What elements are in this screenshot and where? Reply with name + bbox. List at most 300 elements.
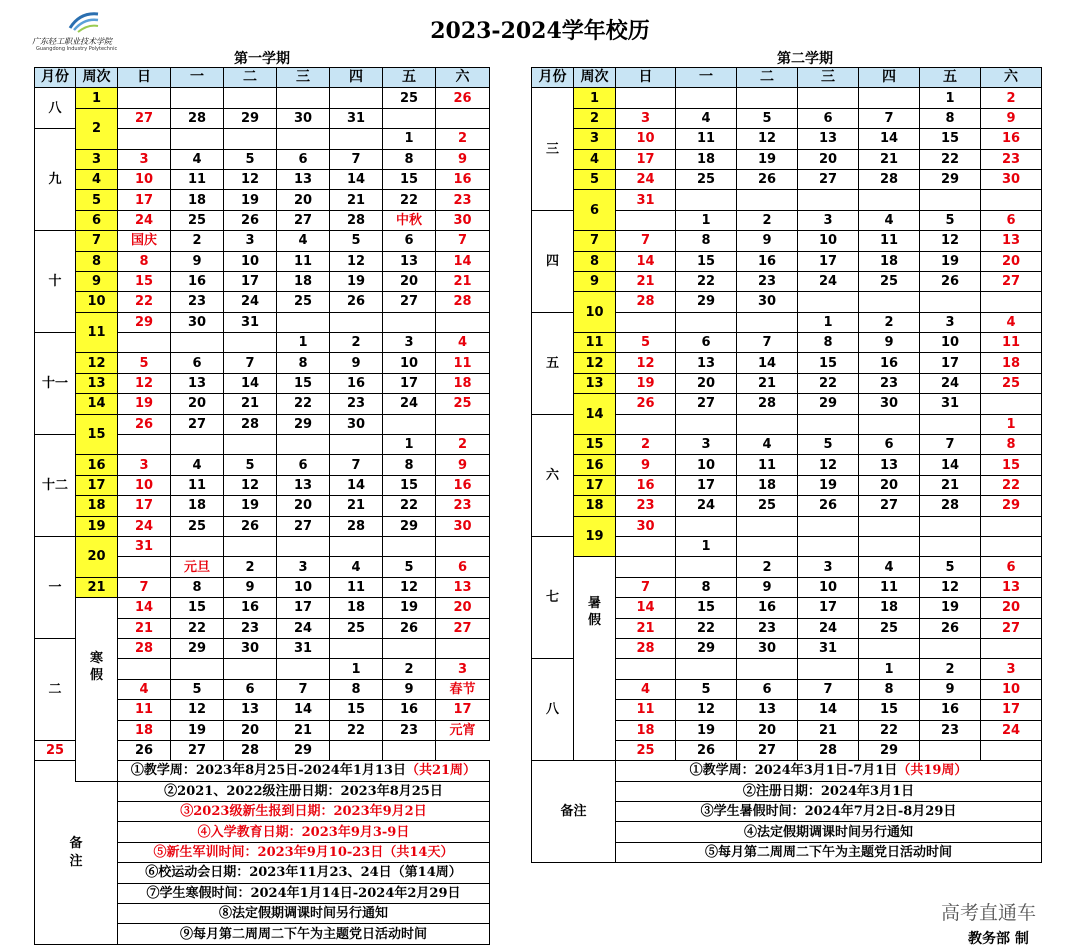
day-cell: 春节 xyxy=(436,679,490,699)
day-cell: 10 xyxy=(920,333,981,353)
week-cell: 18 xyxy=(76,496,118,516)
day-cell: 18 xyxy=(330,598,383,618)
day-cell: 28 xyxy=(859,169,920,189)
day-cell: 中秋 xyxy=(383,210,436,230)
day-cell: 16 xyxy=(383,700,436,720)
day-cell: 19 xyxy=(224,496,277,516)
week-cell: 2 xyxy=(76,108,118,149)
day-cell: 10 xyxy=(277,577,330,597)
day-cell: 7 xyxy=(920,435,981,455)
day-cell xyxy=(330,129,383,149)
day-cell: 17 xyxy=(616,149,676,169)
day-cell: 20 xyxy=(737,720,798,740)
day-cell: 21 xyxy=(224,394,277,414)
day-cell: 3 xyxy=(436,659,490,679)
day-cell: 28 xyxy=(436,292,490,312)
month-cell: 九 xyxy=(35,129,76,231)
week-cell: 8 xyxy=(76,251,118,271)
header-cell-7: 五 xyxy=(920,68,981,88)
day-cell xyxy=(436,638,490,658)
day-cell: 26 xyxy=(798,496,859,516)
day-cell: 24 xyxy=(798,618,859,638)
notes-row xyxy=(532,761,1042,781)
semester1-title: 第一学期 xyxy=(234,51,290,67)
day-cell: 17 xyxy=(118,496,171,516)
day-cell xyxy=(171,536,224,556)
day-cell xyxy=(676,659,737,679)
note-item xyxy=(616,842,1042,862)
day-cell: 21 xyxy=(277,720,330,740)
vacation-label: 寒 假 xyxy=(89,651,103,684)
day-cell xyxy=(436,312,490,332)
day-cell: 14 xyxy=(330,475,383,495)
day-cell: 26 xyxy=(616,394,676,414)
day-cell: 15 xyxy=(981,455,1042,475)
day-cell: 26 xyxy=(920,618,981,638)
day-cell: 27 xyxy=(981,271,1042,291)
day-cell xyxy=(224,88,277,108)
day-cell: 7 xyxy=(436,231,490,251)
day-cell xyxy=(383,108,436,128)
day-cell xyxy=(383,740,436,760)
month-cell: 八 xyxy=(35,88,76,129)
day-cell: 19 xyxy=(171,720,224,740)
note-text: ③学生暑假时间：2024年7月2日-8月29日 xyxy=(700,804,957,820)
week-cell: 1 xyxy=(76,88,118,108)
day-cell xyxy=(118,333,171,353)
header-cell-4: 二 xyxy=(737,68,798,88)
day-cell: 1 xyxy=(920,88,981,108)
week-cell: 4 xyxy=(574,149,616,169)
day-cell: 27 xyxy=(798,169,859,189)
day-cell: 9 xyxy=(171,251,224,271)
day-cell: 16 xyxy=(920,700,981,720)
day-cell xyxy=(798,516,859,536)
day-cell: 21 xyxy=(616,271,676,291)
day-cell xyxy=(920,414,981,434)
day-cell: 15 xyxy=(277,373,330,393)
day-cell: 18 xyxy=(616,720,676,740)
day-cell: 4 xyxy=(859,557,920,577)
day-cell: 31 xyxy=(616,190,676,210)
day-cell: 20 xyxy=(383,271,436,291)
day-cell: 14 xyxy=(920,455,981,475)
day-cell: 23 xyxy=(330,394,383,414)
week-cell: 13 xyxy=(76,373,118,393)
day-cell xyxy=(277,129,330,149)
day-cell: 31 xyxy=(118,536,171,556)
day-cell: 3 xyxy=(676,435,737,455)
day-cell: 19 xyxy=(224,190,277,210)
day-cell: 6 xyxy=(981,210,1042,230)
day-cell xyxy=(798,536,859,556)
calendar-row xyxy=(35,455,490,475)
header-cell-2: 日 xyxy=(616,68,676,88)
day-cell xyxy=(616,557,676,577)
day-cell: 19 xyxy=(118,394,171,414)
day-cell: 31 xyxy=(330,108,383,128)
week-cell: 19 xyxy=(574,516,616,557)
vacation-cell xyxy=(76,598,118,782)
day-cell: 11 xyxy=(277,251,330,271)
day-cell: 1 xyxy=(798,312,859,332)
note-item xyxy=(118,802,490,822)
day-cell: 12 xyxy=(383,577,436,597)
day-cell: 13 xyxy=(383,251,436,271)
day-cell xyxy=(118,435,171,455)
day-cell: 2 xyxy=(981,88,1042,108)
month-cell: 一 xyxy=(35,536,76,638)
day-cell xyxy=(798,88,859,108)
week-cell: 10 xyxy=(76,292,118,312)
calendar-row xyxy=(35,149,490,169)
day-cell xyxy=(676,312,737,332)
day-cell: 1 xyxy=(330,659,383,679)
day-cell: 28 xyxy=(118,638,171,658)
day-cell: 13 xyxy=(798,129,859,149)
day-cell: 16 xyxy=(737,598,798,618)
day-cell: 14 xyxy=(277,700,330,720)
day-cell: 4 xyxy=(859,210,920,230)
calendar-row xyxy=(532,149,1042,169)
month-cell: 十二 xyxy=(35,435,76,537)
day-cell xyxy=(981,516,1042,536)
day-cell xyxy=(171,659,224,679)
day-cell xyxy=(798,190,859,210)
day-cell xyxy=(383,638,436,658)
note-highlight: （共21周） xyxy=(405,763,477,779)
day-cell xyxy=(676,88,737,108)
day-cell xyxy=(616,536,676,556)
day-cell: 8 xyxy=(118,251,171,271)
day-cell: 7 xyxy=(118,577,171,597)
day-cell xyxy=(118,557,171,577)
month-cell: 四 xyxy=(532,210,574,312)
header-cell-3: 一 xyxy=(171,68,224,88)
day-cell: 1 xyxy=(859,659,920,679)
calendar-row xyxy=(532,557,1042,577)
day-cell: 1 xyxy=(676,210,737,230)
logo-english-text: Guangdong Industry Polytechnic xyxy=(36,46,118,52)
day-cell: 19 xyxy=(616,373,676,393)
day-cell: 24 xyxy=(224,292,277,312)
day-cell: 30 xyxy=(224,638,277,658)
day-cell: 15 xyxy=(859,700,920,720)
day-cell: 22 xyxy=(981,475,1042,495)
day-cell: 4 xyxy=(737,435,798,455)
week-cell: 17 xyxy=(76,475,118,495)
day-cell: 1 xyxy=(277,333,330,353)
day-cell: 31 xyxy=(920,394,981,414)
day-cell: 18 xyxy=(859,251,920,271)
day-cell: 1 xyxy=(676,536,737,556)
day-cell: 4 xyxy=(676,108,737,128)
day-cell: 2 xyxy=(616,435,676,455)
note-text: ⑤每月第二周周二下午为主题党日活动时间 xyxy=(704,845,952,861)
day-cell: 18 xyxy=(436,373,490,393)
day-cell xyxy=(859,638,920,658)
day-cell: 3 xyxy=(798,210,859,230)
day-cell xyxy=(920,190,981,210)
day-cell: 29 xyxy=(118,312,171,332)
day-cell xyxy=(436,108,490,128)
calendar-row xyxy=(35,475,490,495)
calendar-row xyxy=(532,231,1042,251)
day-cell xyxy=(616,414,676,434)
day-cell: 7 xyxy=(737,333,798,353)
day-cell: 7 xyxy=(224,353,277,373)
week-cell: 13 xyxy=(574,373,616,393)
day-cell: 26 xyxy=(737,169,798,189)
day-cell: 27 xyxy=(676,394,737,414)
day-cell xyxy=(981,190,1042,210)
day-cell: 23 xyxy=(859,373,920,393)
day-cell: 5 xyxy=(798,435,859,455)
calendar-row xyxy=(35,414,490,434)
day-cell: 20 xyxy=(676,373,737,393)
notes-row xyxy=(35,761,490,781)
day-cell: 21 xyxy=(330,496,383,516)
day-cell: 14 xyxy=(859,129,920,149)
day-cell: 27 xyxy=(981,618,1042,638)
day-cell: 2 xyxy=(737,557,798,577)
day-cell: 22 xyxy=(920,149,981,169)
week-cell: 1 xyxy=(574,88,616,108)
day-cell: 26 xyxy=(676,740,737,760)
day-cell: 4 xyxy=(981,312,1042,332)
day-cell: 27 xyxy=(737,740,798,760)
day-cell xyxy=(224,435,277,455)
day-cell: 29 xyxy=(224,108,277,128)
day-cell: 8 xyxy=(171,577,224,597)
day-cell: 25 xyxy=(616,740,676,760)
day-cell: 22 xyxy=(277,394,330,414)
day-cell: 5 xyxy=(920,210,981,230)
day-cell: 18 xyxy=(859,598,920,618)
day-cell: 21 xyxy=(737,373,798,393)
note-text: ⑧法定假期调课时间另行通知 xyxy=(218,906,388,922)
calendar-row xyxy=(35,577,490,597)
day-cell: 29 xyxy=(171,638,224,658)
day-cell: 3 xyxy=(981,659,1042,679)
calendar-row xyxy=(532,435,1042,455)
day-cell: 2 xyxy=(920,659,981,679)
semester2-title: 第二学期 xyxy=(777,51,833,67)
day-cell xyxy=(737,536,798,556)
day-cell: 18 xyxy=(171,190,224,210)
day-cell: 5 xyxy=(383,557,436,577)
day-cell: 25 xyxy=(383,88,436,108)
day-cell: 13 xyxy=(224,700,277,720)
day-cell: 23 xyxy=(383,720,436,740)
day-cell: 15 xyxy=(383,169,436,189)
day-cell xyxy=(277,659,330,679)
calendar-row xyxy=(532,190,1042,210)
day-cell: 12 xyxy=(171,700,224,720)
day-cell: 12 xyxy=(118,373,171,393)
day-cell: 18 xyxy=(676,149,737,169)
day-cell: 9 xyxy=(981,108,1042,128)
semester1-calendar xyxy=(34,67,490,945)
calendar-row xyxy=(532,251,1042,271)
header-cell-1: 周次 xyxy=(574,68,616,88)
day-cell: 8 xyxy=(981,435,1042,455)
day-cell: 29 xyxy=(383,516,436,536)
calendar-row xyxy=(35,231,490,251)
day-cell xyxy=(224,659,277,679)
day-cell: 27 xyxy=(118,108,171,128)
day-cell: 18 xyxy=(981,353,1042,373)
header-cell-2: 日 xyxy=(118,68,171,88)
day-cell xyxy=(118,129,171,149)
day-cell: 19 xyxy=(330,271,383,291)
day-cell: 元宵 xyxy=(436,720,490,740)
day-cell: 17 xyxy=(224,271,277,291)
day-cell: 25 xyxy=(171,210,224,230)
day-cell xyxy=(171,435,224,455)
week-cell: 11 xyxy=(76,312,118,353)
header-cell-3: 一 xyxy=(676,68,737,88)
day-cell: 8 xyxy=(383,149,436,169)
day-cell: 23 xyxy=(436,190,490,210)
day-cell: 10 xyxy=(676,455,737,475)
day-cell: 16 xyxy=(330,373,383,393)
week-cell: 4 xyxy=(76,169,118,189)
week-cell: 10 xyxy=(574,292,616,333)
day-cell: 10 xyxy=(118,169,171,189)
day-cell: 7 xyxy=(859,108,920,128)
day-cell: 15 xyxy=(920,129,981,149)
header-cell-8: 六 xyxy=(436,68,490,88)
week-cell: 9 xyxy=(76,271,118,291)
day-cell: 22 xyxy=(383,496,436,516)
day-cell: 13 xyxy=(277,169,330,189)
day-cell: 28 xyxy=(737,394,798,414)
day-cell: 1 xyxy=(981,414,1042,434)
day-cell: 16 xyxy=(171,271,224,291)
day-cell: 5 xyxy=(224,455,277,475)
day-cell xyxy=(171,333,224,353)
day-cell xyxy=(981,536,1042,556)
week-cell: 2 xyxy=(574,108,616,128)
day-cell: 27 xyxy=(277,210,330,230)
note-text: ②2021、2022级注册日期：2023年8月25日 xyxy=(164,783,443,799)
day-cell: 13 xyxy=(171,373,224,393)
calendar-row xyxy=(532,353,1042,373)
day-cell: 7 xyxy=(616,577,676,597)
notes-label-text: 备 注 xyxy=(69,835,83,869)
day-cell xyxy=(981,292,1042,312)
day-cell: 13 xyxy=(981,231,1042,251)
day-cell: 9 xyxy=(859,333,920,353)
day-cell: 8 xyxy=(277,353,330,373)
day-cell: 8 xyxy=(798,333,859,353)
calendar-row xyxy=(532,169,1042,189)
day-cell: 8 xyxy=(859,679,920,699)
day-cell: 8 xyxy=(676,577,737,597)
day-cell xyxy=(981,394,1042,414)
day-cell xyxy=(859,536,920,556)
week-cell: 16 xyxy=(76,455,118,475)
day-cell: 24 xyxy=(676,496,737,516)
note-text: ⑦学生寒假时间：2024年1月14日-2024年2月29日 xyxy=(146,885,461,901)
calendar-row xyxy=(35,251,490,271)
day-cell: 21 xyxy=(118,618,171,638)
calendar-row xyxy=(35,373,490,393)
day-cell: 15 xyxy=(330,700,383,720)
month-cell: 五 xyxy=(532,312,574,414)
day-cell: 4 xyxy=(616,679,676,699)
day-cell: 24 xyxy=(118,516,171,536)
note-highlight: ⑤新生军训时间：2023年9月10-23日（共14天） xyxy=(153,845,454,861)
day-cell: 25 xyxy=(737,496,798,516)
day-cell: 30 xyxy=(737,638,798,658)
day-cell xyxy=(920,516,981,536)
day-cell xyxy=(383,414,436,434)
day-cell: 24 xyxy=(277,618,330,638)
day-cell: 27 xyxy=(171,740,224,760)
week-cell: 7 xyxy=(574,231,616,251)
day-cell: 20 xyxy=(224,720,277,740)
day-cell: 21 xyxy=(330,190,383,210)
calendar-row xyxy=(532,271,1042,291)
week-cell: 8 xyxy=(574,251,616,271)
day-cell: 1 xyxy=(383,129,436,149)
day-cell: 20 xyxy=(981,251,1042,271)
day-cell xyxy=(859,190,920,210)
day-cell: 11 xyxy=(981,333,1042,353)
day-cell: 17 xyxy=(383,373,436,393)
day-cell xyxy=(676,516,737,536)
day-cell: 2 xyxy=(436,435,490,455)
calendar-row xyxy=(35,496,490,516)
day-cell: 10 xyxy=(616,129,676,149)
day-cell: 28 xyxy=(171,108,224,128)
day-cell: 18 xyxy=(118,720,171,740)
day-cell: 24 xyxy=(616,169,676,189)
day-cell: 9 xyxy=(436,149,490,169)
day-cell: 15 xyxy=(118,271,171,291)
calendar-row xyxy=(532,455,1042,475)
day-cell: 28 xyxy=(330,516,383,536)
school-logo xyxy=(30,8,130,52)
day-cell xyxy=(920,740,981,760)
day-cell xyxy=(859,88,920,108)
week-cell: 21 xyxy=(76,577,118,597)
day-cell: 16 xyxy=(859,353,920,373)
day-cell: 28 xyxy=(224,414,277,434)
week-cell: 12 xyxy=(76,353,118,373)
day-cell: 27 xyxy=(277,516,330,536)
header-cell-8: 六 xyxy=(981,68,1042,88)
day-cell xyxy=(616,210,676,230)
note-item xyxy=(118,822,490,842)
day-cell: 10 xyxy=(798,577,859,597)
calendar-row xyxy=(532,108,1042,128)
day-cell: 6 xyxy=(676,333,737,353)
day-cell: 30 xyxy=(436,210,490,230)
day-cell: 2 xyxy=(383,659,436,679)
day-cell: 16 xyxy=(616,475,676,495)
notes-label xyxy=(532,761,616,863)
day-cell: 15 xyxy=(383,475,436,495)
day-cell: 12 xyxy=(920,231,981,251)
day-cell: 23 xyxy=(737,618,798,638)
month-cell: 十 xyxy=(35,231,76,333)
day-cell: 2 xyxy=(330,333,383,353)
day-cell: 11 xyxy=(859,231,920,251)
day-cell: 国庆 xyxy=(118,231,171,251)
